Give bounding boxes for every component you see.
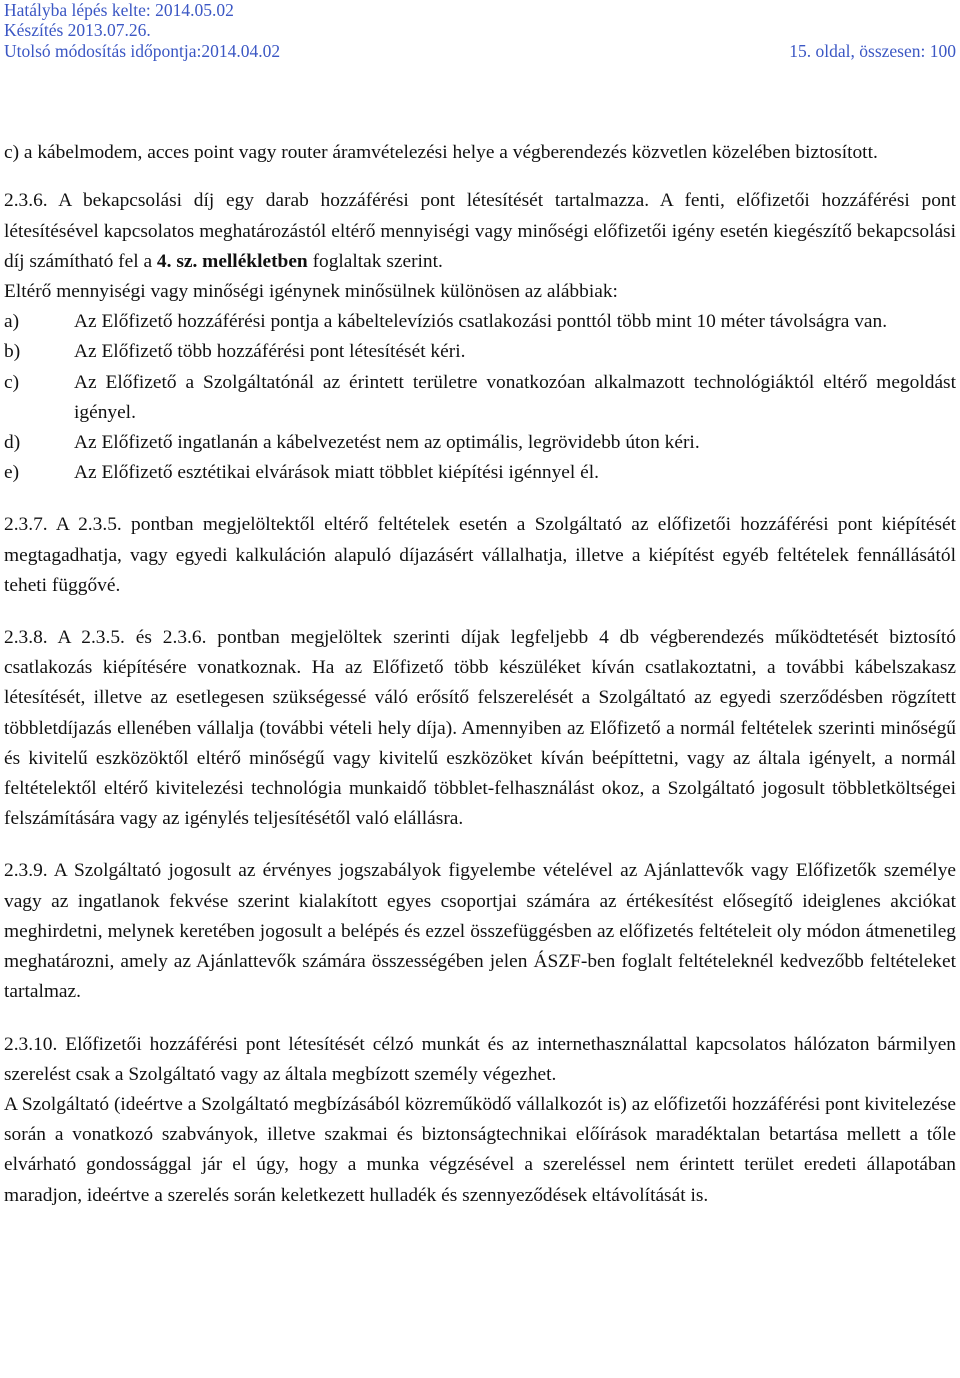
list-text: Az Előfizető esztétikai elvárások miatt többlet kiépítési igénnyel él. [74, 462, 599, 484]
modified-date: Utolsó módosítás időpontja:2014.04.02 [4, 40, 281, 61]
paragraph-c: c) a kábelmodem, acces point vagy router áramvételezési helye a végberendezés közvetlen közelében biztosított. [4, 142, 878, 164]
page-number: 15. oldal, összesen: 100 [789, 40, 956, 61]
list-marker: c) [4, 371, 20, 393]
list-item [4, 337, 956, 367]
paragraph-2-3-6-text: 2.3.6. A bekapcsolási díj egy darab hozzáférési pont létesítését tartalmazza. A fenti, előfizetői hozzáférési pont létesítésével kapcsolatos meghatározástól eltérő mennyiségi vagy minőségi előfizetői igény esetén kiegészítő bekapcsolási díj számítható fel a [4, 190, 956, 272]
paragraph-2-3-6-end: foglaltak szerint. [307, 250, 443, 272]
list-marker: a) [4, 311, 20, 333]
list-text: Az Előfizető ingatlanán a kábelvezetést nem az optimális, legrövidebb úton kéri. [74, 432, 700, 454]
list-intro: Eltérő mennyiségi vagy minőségi igénynek minősülnek különösen az alábbiak: [4, 281, 618, 303]
list-marker: b) [4, 341, 21, 363]
list-marker: d) [4, 432, 21, 454]
paragraph-2-3-10: 2.3.10. Előfizetői hozzáférési pont létesítését célzó munkát és az internethasználattal kapcsolatos hálózaton bármilyen szerelést csak a Szolgáltató vagy az általa megbízott személy végezhet. [4, 1033, 956, 1085]
list-text: Az Előfizető a Szolgáltatónál az érintett területre vonatkozóan alkalmazott technológiáktól eltérő megoldást igényel. [74, 371, 956, 423]
deviation-list [4, 307, 956, 488]
paragraph-2-3-6 [4, 186, 956, 277]
list-item [4, 428, 956, 458]
page-header [4, 0, 956, 61]
created-date: Készítés 2013.07.26. [4, 20, 151, 41]
document-page [4, 0, 956, 1211]
list-text: Az Előfizető hozzáférési pontja a kábeltelevíziós csatlakozási ponttól több mint 10 méter távolságra van. [74, 311, 888, 333]
list-marker: e) [4, 462, 20, 484]
list-item [4, 368, 956, 428]
effective-date: Hatályba lépés kelte: 2014.05.02 [4, 0, 234, 20]
list-item [4, 307, 956, 337]
paragraph-2-3-7: 2.3.7. A 2.3.5. pontban megjelöltektől eltérő feltételek esetén a Szolgáltató az előfizetői hozzáférési pont kiépítését megtagadhatja, vagy egyedi kalkuláción alapuló díjazásért vállalhatja, illetve a kiépítést egyéb feltételek fennállásától teheti függővé. [4, 514, 956, 596]
paragraph-2-3-9: 2.3.9. A Szolgáltató jogosult az érvényes jogszabályok figyelembe vételével az Ajánlattevők vagy Előfizetők személye vagy az ingatlanok fekvése szerint kialakított egyes csoportjai számára az értékesítést elősegítő ideiglenes akciókat meghirdetni, melynek keretében jogosult a belépés és ezzel összefüggésben az előfizetés feltételeit oly módon átmenetileg meghatározni, amely az Ajánlattevők számára összességében jelen ÁSZF-ben foglalt feltételeknél kedvezőbb feltételeket tartalmaz. [4, 860, 956, 1003]
list-item [4, 458, 956, 488]
annex-reference: 4. sz. mellékletben [156, 250, 308, 272]
paragraph-2-3-10-continued: A Szolgáltató (ideértve a Szolgáltató megbízásából közreműködő vállalkozót is) az előfizetői hozzáférési pont kivitelezése során a vonatkozó szabványok, illetve szakmai és biztonságtechnikai előírások maradéktalan betartása mellett a tőle elvárható gondossággal jár el úgy, hogy a munka végzésével a szereléssel nem érintett terület eredeti állapotában maradjon, ideértve a szerelés során keletkezett hulladék és szennyeződések eltávolítását is. [4, 1093, 956, 1206]
paragraph-2-3-8: 2.3.8. A 2.3.5. és 2.3.6. pontban megjelöltek szerinti díjak legfeljebb 4 db végberendezés működtetését biztosító csatlakozás kiépítésére vonatkoznak. Ha az Előfizető több készüléket kíván csatlakoztatni, a további kábelszakasz létesítését, illetve az esetlegesen szükségessé váló erősítő felszerelését a Szolgáltató az egyedi szerződésben rögzített többletdíjazás ellenében vállalja (további vételi hely díja). Amennyiben az Előfizető a normál feltételek szerinti minőségű és kivitelű eszközöktől eltérő minőségű vagy kivitelű eszközöket kíván beépíttetni, vagy az általa igényelt, a normál feltételektől eltérő kivitelezési technológia munkaidő többlet-felhasználást okoz, a Szolgáltató jogosult többletköltségei felszámítására vagy az igénylés teljesítésétől való elállásra. [4, 627, 956, 830]
list-text: Az Előfizető több hozzáférési pont létesítését kéri. [74, 341, 466, 363]
